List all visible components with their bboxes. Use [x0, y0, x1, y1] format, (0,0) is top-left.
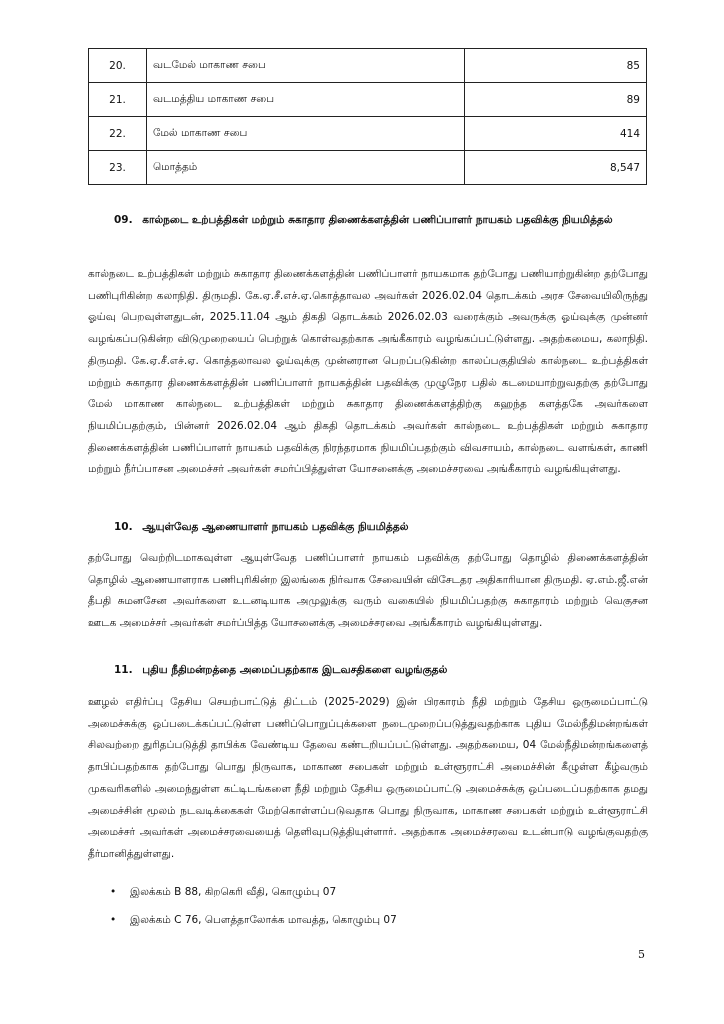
row-value: 8,547	[465, 151, 647, 185]
table-row	[89, 49, 647, 83]
section-body: ஊழல் எதிர்ப்பு தேசிய செயற்பாட்டுத் திட்டம் (2025-2029) இன் பிரகாரம் நீதி மற்றும் தேசிய ஒருமைப்பாட்டு அமைச்சுக்கு ஒப்படைக்கப்பட்டுள்ள பணிப்பொறுப்புக்களை நடைமுறைப்படுத்துவதற்காக புதிய மேல்நீதிமன்றங்கள் சிலவற்றை துரிதப்படுத்தி தாபிக்க வேண்டிய தேவை கண்டறியப்பட்டுள்ளது. அதற்கமைய, 04 மேல்நீதிமன்றங்களைத் தாபிப்பதற்காக தற்போது பொது நிருவாக, மாகாண சபைகள் மற்றும் உள்ளூராட்சி அமைச்சின் கீழுள்ள கீழ்வரும் முகவரிகளில் அமைந்துள்ள கட்டிடங்களை நீதி மற்றும் தேசிய ஒருமைப்பாட்டு அமைச்சுக்கு ஒப்படைப்பதற்காக தமது அமைச்சின் மூலம் நடவடிக்கைகள் மேற்கொள்ளப்படுவதாக பொது நிருவாக, மாகாண சபைகள் மற்றும் உள்ளூராட்சி அமைச்சர் அவர்கள் அமைச்சரவையைத் தெளிவுபடுத்தியுள்ளார். அதற்காக அமைச்சரவை உடன்பாடு வழங்குவதற்கு தீர்மானித்துள்ளது.	[88, 696, 648, 860]
row-name: மொத்தம்	[147, 151, 465, 185]
row-name: மேல் மாகாண சபை	[147, 117, 465, 151]
row-value: 89	[465, 83, 647, 117]
page-number: 5	[638, 948, 645, 961]
section-title: ஆயுள்வேத ஆணையாளர் நாயகம் பதவிக்கு நியமித்தல்	[142, 521, 409, 533]
list-item	[88, 878, 648, 906]
row-value: 85	[465, 49, 647, 83]
section-body: தற்போது வெற்றிடமாகவுள்ள ஆயுள்வேத பணிப்பாளர் நாயகம் பதவிக்கு தற்போது தொழில் திணைக்களத்தின் தொழில் ஆணையாளராக பணிபுரிகின்ற இலங்கை நிர்வாக சேவையின் விசேடதர அதிகாரியான திருமதி. ஏ.எம்.ஜீ.என் தீபதி சுமனசேன அவர்களை உடனடியாக அமுலுக்கு வரும் வகையில் நியமிப்பதற்கு சுகாதாரம் மற்றும் வெகுசன ஊடக அமைச்சர் அவர்கள் சமர்ப்பித்த யோசனைக்கு அமைச்சரவை அங்கீகாரம் வழங்கியுள்ளது.	[88, 552, 648, 630]
row-number: 21.	[89, 83, 147, 117]
list-item	[88, 906, 648, 934]
section-body: கால்நடை உற்பத்திகள் மற்றும் சுகாதார திணைக்களத்தின் பணிப்பாளர் நாயகமாக தற்போது பணியாற்றுகின்ற தற்போது பணிபுரிகின்ற கலாநிதி. திருமதி. கே.ஏ.சீ.எச்.ஏ.கொத்தாவல அவர்கள் 2026.02.04 தொடக்கம் அரச சேவையிலிருந்து ஓய்வு பெறவுள்ளதுடன், 2025.11.04 ஆம் திகதி தொடக்கம் 2026.02.03 வரைக்கும் அவருக்கு ஓய்வுக்கு முன்னர் வழங்கப்படுகின்ற விடுமுறையைப் பெற்றுக் கொள்வதற்காக அங்கீகாரம் வழங்கப்பட்டுள்ளது. அதற்கமைய, கலாநிதி. திருமதி. கே.ஏ.சீ.எச்.ஏ. கொத்தலாவல ஓய்வுக்கு முன்னரான பெறப்படுகின்ற காலப்பகுதியில் கால்நடை உற்பத்திகள் மற்றும் சுகாதார திணைக்களத்தின் பணிப்பாளர் நாயகத்தின் பதவிக்கு முழுநேர பதில் கடமையாற்றுவதற்கு தற்போது மேல் மாகாண கால்நடை உற்பத்திகள் மற்றும் சுகாதார திணைக்களத்திற்கு கஹந்த களத்தகே அவர்களை நியமிப்பதற்கும், பின்னர் 2026.02.04 ஆம் திகதி தொடக்கம் அவர்கள் கால்நடை உற்பத்திகள் மற்றும் சுகாதார திணைக்களத்தின் பணிப்பாளர் நாயகம் பதவிக்கு நிரந்தரமாக நியமிப்பதற்கும் விவசாயம், கால்நடை வளங்கள், காணி மற்றும் நீர்ப்பாசன அமைச்சர் அவர்கள் சமர்ப்பித்துள்ள யோசனைக்கு அமைச்சரவை அங்கீகாரம் வழங்கியுள்ளது.	[88, 268, 648, 476]
table-row	[89, 83, 647, 117]
row-number: 23.	[89, 151, 147, 185]
section-heading	[114, 661, 648, 679]
row-name: வடமேல் மாகாண சபை	[147, 49, 465, 83]
address-text: இலக்கம் C 76, பௌத்தாலோக்க மாவத்த, கொழும்பு 07	[130, 914, 397, 926]
section-heading	[114, 518, 648, 536]
section-heading	[114, 211, 648, 229]
section-number: 09.	[114, 214, 133, 226]
address-text: இலக்கம் B 88, கிறகெரி வீதி, கொழும்பு 07	[130, 886, 337, 898]
summary-table	[88, 48, 647, 185]
row-number: 20.	[89, 49, 147, 83]
section-title: புதிய நீதிமன்றத்தை அமைப்பதற்காக இடவசதிகளை வழங்குதல்	[142, 664, 448, 676]
row-number: 22.	[89, 117, 147, 151]
row-name: வடமத்திய மாகாண சபை	[147, 83, 465, 117]
bullet-icon: •	[110, 914, 117, 926]
row-value: 414	[465, 117, 647, 151]
bullet-icon: •	[110, 886, 117, 898]
section-title: கால்நடை உற்பத்திகள் மற்றும் சுகாதார திணைக்களத்தின் பணிப்பாளர் நாயகம் பதவிக்கு நியமித்தல்	[142, 214, 613, 226]
section-number: 11.	[114, 664, 133, 676]
section-number: 10.	[114, 521, 133, 533]
table-row	[89, 117, 647, 151]
address-list	[88, 878, 648, 934]
table-row	[89, 151, 647, 185]
